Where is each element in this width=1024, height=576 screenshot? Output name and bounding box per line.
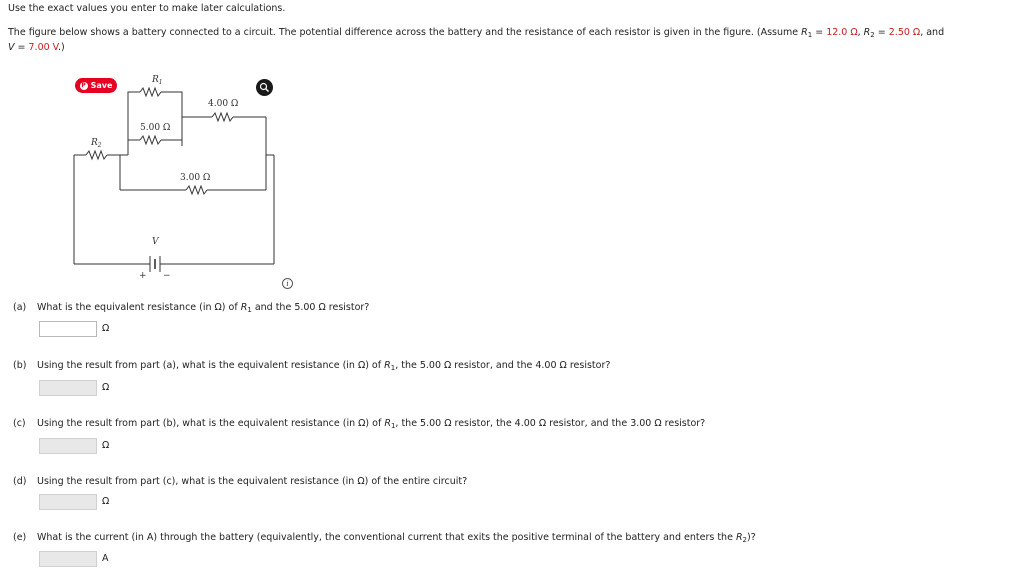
plus-label: +	[139, 271, 147, 281]
battery-label: V	[152, 237, 159, 247]
instruction-text: Use the exact values you enter to make later calculations.	[8, 3, 286, 14]
v-symbol: V	[8, 42, 15, 53]
var-symbol: R	[384, 360, 391, 371]
problem-statement-line2: V = 7.00 V.)	[8, 42, 65, 53]
question-e	[13, 532, 756, 544]
info-icon[interactable]: i	[282, 278, 293, 289]
question-text: What is the current (in A) through the battery (equivalently, the conventional current that exits the positive terminal of the battery and enters the	[37, 532, 736, 543]
r1-symbol: R	[801, 27, 808, 38]
r2-label: $R_2$	[91, 138, 102, 149]
res-5-label: 5.00 Ω	[140, 123, 171, 133]
answer-input-b[interactable]	[39, 380, 97, 396]
r2-subscript: 2	[870, 31, 875, 39]
unit-label-e: A	[102, 553, 109, 564]
question-d	[13, 476, 467, 487]
question-text: What is the equivalent resistance (in Ω) of	[37, 302, 241, 313]
zoom-button[interactable]	[256, 79, 273, 96]
save-label: Save	[90, 81, 113, 90]
var-symbol: R	[384, 418, 391, 429]
problem-statement: The figure below shows a battery connected to a circuit. The potential difference across the battery and the resistance of each resistor is given in the figure. (Assume $R_1 = 12.0$ Ω, $R_2 = 2.50$ Ω, and	[8, 27, 945, 39]
question-text: Using the result from part (a), what is the equivalent resistance (in Ω) of	[37, 360, 385, 371]
r1-resistor	[140, 88, 161, 96]
r2-resistor	[86, 151, 107, 159]
var-subscript: 1	[390, 364, 396, 372]
var-subscript: 1	[390, 422, 396, 430]
resistor-5-ohm	[140, 136, 161, 144]
question-text-post: , the 5.00 Ω resistor, and the 4.00 Ω resistor?	[395, 360, 611, 371]
question-b	[13, 360, 610, 372]
var-symbol: R	[735, 532, 743, 543]
battery-symbol	[150, 256, 160, 272]
question-letter: (d)	[13, 476, 27, 487]
question-letter: (b)	[13, 360, 27, 371]
question-text-post: and the 5.00 Ω resistor?	[251, 302, 370, 313]
res-4-label: 4.00 Ω	[208, 99, 239, 109]
r2-symbol: R	[863, 27, 871, 38]
answer-input-d[interactable]	[39, 494, 97, 510]
question-letter: (c)	[13, 418, 26, 429]
unit-label-d: Ω	[102, 496, 110, 507]
r1-label: $R_1$	[152, 75, 163, 86]
res-3-label: 3.00 Ω	[180, 173, 211, 183]
question-text-post: , the 5.00 Ω resistor, the 4.00 Ω resistor, and the 3.00 Ω resistor?	[395, 418, 706, 429]
r1-value: 12.0 Ω	[826, 27, 858, 38]
unit-label-c: Ω	[102, 440, 110, 451]
question-a	[13, 302, 369, 314]
r2-value: 2.50 Ω	[888, 27, 921, 38]
unit-label-a: Ω	[102, 323, 110, 334]
unit-label-b: Ω	[102, 382, 110, 393]
minus-label: −	[163, 271, 171, 281]
answer-input-e[interactable]	[39, 551, 97, 567]
var-subscript: 2	[742, 536, 748, 544]
question-text: Using the result from part (c), what is the equivalent resistance (in Ω) of the entire circuit?	[37, 476, 468, 487]
v-value: 7.00 V	[28, 42, 58, 53]
and-text: , and	[920, 27, 945, 38]
answer-input-c[interactable]	[39, 438, 97, 454]
question-letter: (e)	[13, 532, 27, 543]
question-text: Using the result from part (b), what is the equivalent resistance (in Ω) of	[37, 418, 385, 429]
magnify-icon	[259, 82, 270, 93]
question-text-post: )?	[747, 532, 756, 543]
r1-subscript: 1	[807, 31, 813, 39]
circuit-diagram	[0, 0, 300, 290]
pinterest-icon: P	[81, 82, 86, 89]
question-letter: (a)	[13, 302, 27, 313]
save-button[interactable]	[75, 78, 117, 93]
resistor-4-ohm	[212, 113, 233, 121]
var-subscript: 1	[247, 306, 252, 314]
problem-text: The figure below shows a battery connected to a circuit. The potential difference across the battery and the resistance of each resistor is given in the figure. (Assume	[8, 27, 802, 38]
resistor-3-ohm	[186, 186, 207, 194]
answer-input-a[interactable]	[39, 321, 97, 337]
close-paren: .)	[57, 42, 65, 53]
var-symbol: R	[240, 302, 248, 313]
question-c	[13, 418, 705, 430]
